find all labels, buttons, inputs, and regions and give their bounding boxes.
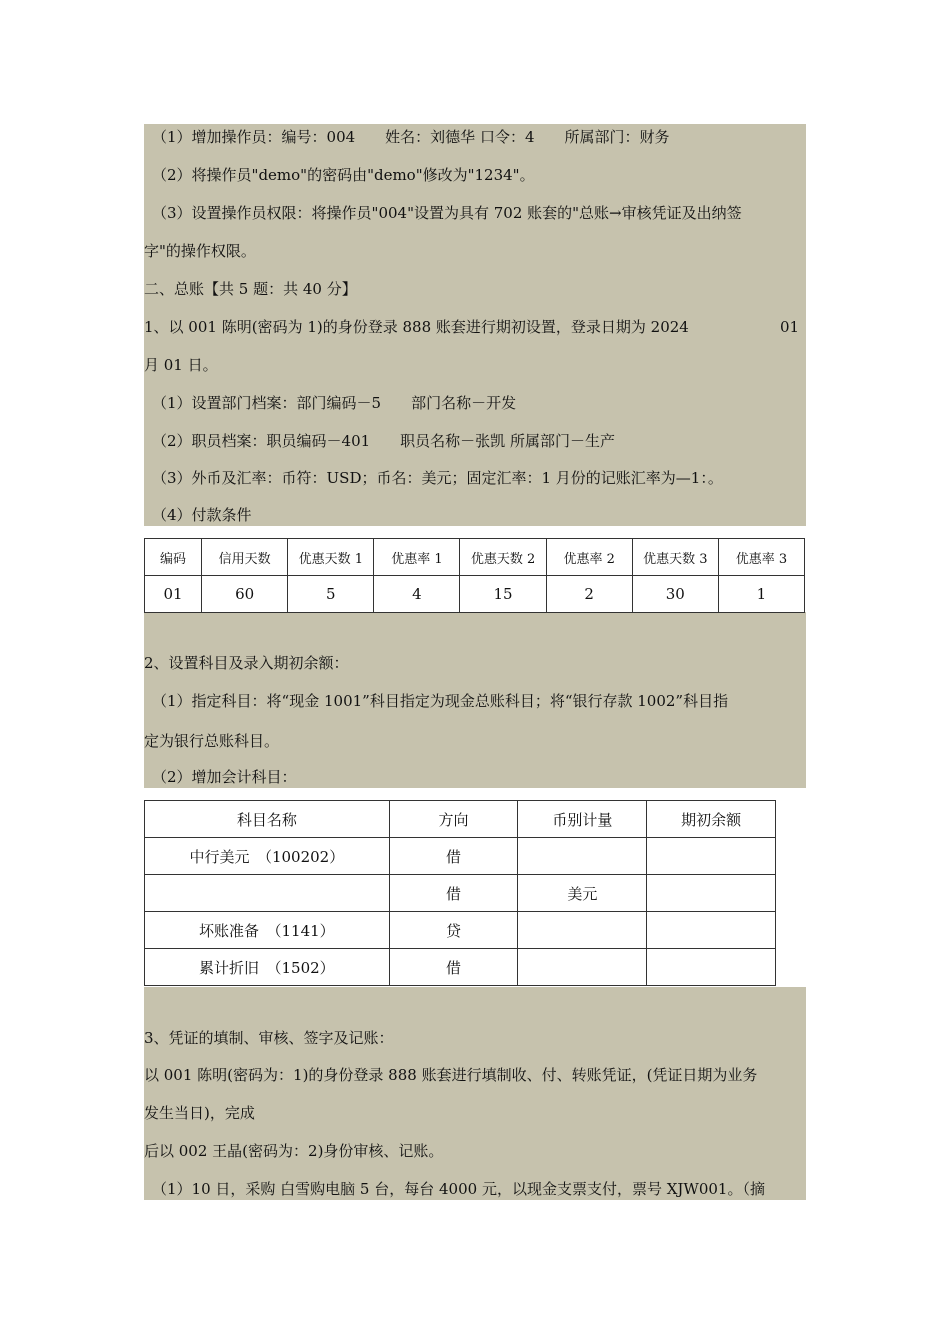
table-header-cell: 优惠率 2 — [546, 539, 632, 576]
text-line: 3、凭证的填制、审核、签字及记账： — [144, 1029, 394, 1047]
table-cell: 01 — [145, 576, 202, 613]
text-line: （2）增加会计科目： — [152, 768, 297, 786]
table-row — [145, 838, 776, 875]
text-line: （1）增加操作员：编号：004 姓名：刘德华 口令：4 所属部门：财务 — [152, 128, 670, 146]
table-cell: 贷 — [389, 912, 518, 949]
table-cell: 中行美元 （100202） — [145, 838, 390, 875]
payment-terms-table — [144, 538, 805, 613]
text-line: 后以 002 王晶(密码为：2)身份审核、记账。 — [144, 1142, 444, 1160]
table-row — [145, 576, 805, 613]
text-line: （1）指定科目：将“现金 1001”科目指定为现金总账科目；将“银行存款 1002”科目指 — [152, 692, 729, 710]
table-row — [145, 949, 776, 986]
table-cell: 60 — [202, 576, 288, 613]
table-cell: 4 — [374, 576, 460, 613]
table-header-cell: 期初余额 — [647, 801, 776, 838]
table-header-cell: 优惠天数 2 — [460, 539, 546, 576]
table-cell: 1 — [718, 576, 804, 613]
text-line: 月 01 日。 — [144, 356, 218, 374]
text-line: （2）将操作员"demo"的密码由"demo"修改为"1234"。 — [152, 166, 535, 184]
table-cell — [647, 838, 776, 875]
text-line: 以 001 陈明(密码为：1)的身份登录 888 账套进行填制收、付、转账凭证，(凭证日期为业务 — [144, 1066, 758, 1084]
table-header-cell: 优惠天数 1 — [288, 539, 374, 576]
table-cell: 借 — [389, 875, 518, 912]
table-cell: 30 — [632, 576, 718, 613]
text-line: （3）外币及汇率：币符：USD；币名：美元；固定汇率：1 月份的记账汇率为—1：。 — [152, 469, 723, 487]
table-row — [145, 875, 776, 912]
text-line: 01 — [780, 318, 800, 336]
table-cell — [518, 949, 647, 986]
table-cell: 5 — [288, 576, 374, 613]
table-header-cell: 科目名称 — [145, 801, 390, 838]
table-header-cell: 编码 — [145, 539, 202, 576]
text-line: （1）设置部门档案：部门编码－5 部门名称－开发 — [152, 394, 517, 412]
table-cell — [647, 949, 776, 986]
highlight-band-bottom — [144, 987, 806, 1200]
table-cell: 2 — [546, 576, 632, 613]
text-line: （3）设置操作员权限：将操作员"004"设置为具有 702 账套的"总账→审核凭证及出纳签 — [152, 204, 742, 222]
table-cell: 借 — [389, 949, 518, 986]
text-line: （1）10 日，采购 白雪购电脑 5 台，每台 4000 元，以现金支票支付，票号 XJW001。（摘 — [152, 1180, 765, 1198]
table-header-cell: 方向 — [389, 801, 518, 838]
table-header-row — [145, 539, 805, 576]
table-cell: 累计折旧 （1502） — [145, 949, 390, 986]
text-line: 字"的操作权限。 — [144, 242, 256, 260]
table-header-cell: 优惠率 3 — [718, 539, 804, 576]
table-row — [145, 912, 776, 949]
table-cell: 借 — [389, 838, 518, 875]
table-cell — [647, 875, 776, 912]
table-header-cell: 优惠天数 3 — [632, 539, 718, 576]
table-cell: 美元 — [518, 875, 647, 912]
section-heading: 二、总账【共 5 题：共 40 分】 — [144, 280, 357, 298]
table-header-cell: 优惠率 1 — [374, 539, 460, 576]
table-cell — [518, 912, 647, 949]
table-cell — [145, 875, 390, 912]
text-line: （2）职员档案：职员编码－401 职员名称－张凯 所属部门－生产 — [152, 432, 615, 450]
table-header-cell: 币别计量 — [518, 801, 647, 838]
table-cell: 15 — [460, 576, 546, 613]
table-cell: 坏账准备 （1141） — [145, 912, 390, 949]
text-line: 1、以 001 陈明(密码为 1)的身份登录 888 账套进行期初设置，登录日期为 2024 — [144, 318, 689, 336]
account-table — [144, 800, 776, 986]
table-cell — [518, 838, 647, 875]
table-cell — [647, 912, 776, 949]
table-header-row — [145, 801, 776, 838]
table-header-cell: 信用天数 — [202, 539, 288, 576]
text-line: 定为银行总账科目。 — [144, 732, 280, 750]
text-line: （4）付款条件 — [152, 506, 252, 524]
text-line: 发生当日)，完成 — [144, 1104, 255, 1122]
text-line: 2、设置科目及录入期初余额： — [144, 654, 349, 672]
